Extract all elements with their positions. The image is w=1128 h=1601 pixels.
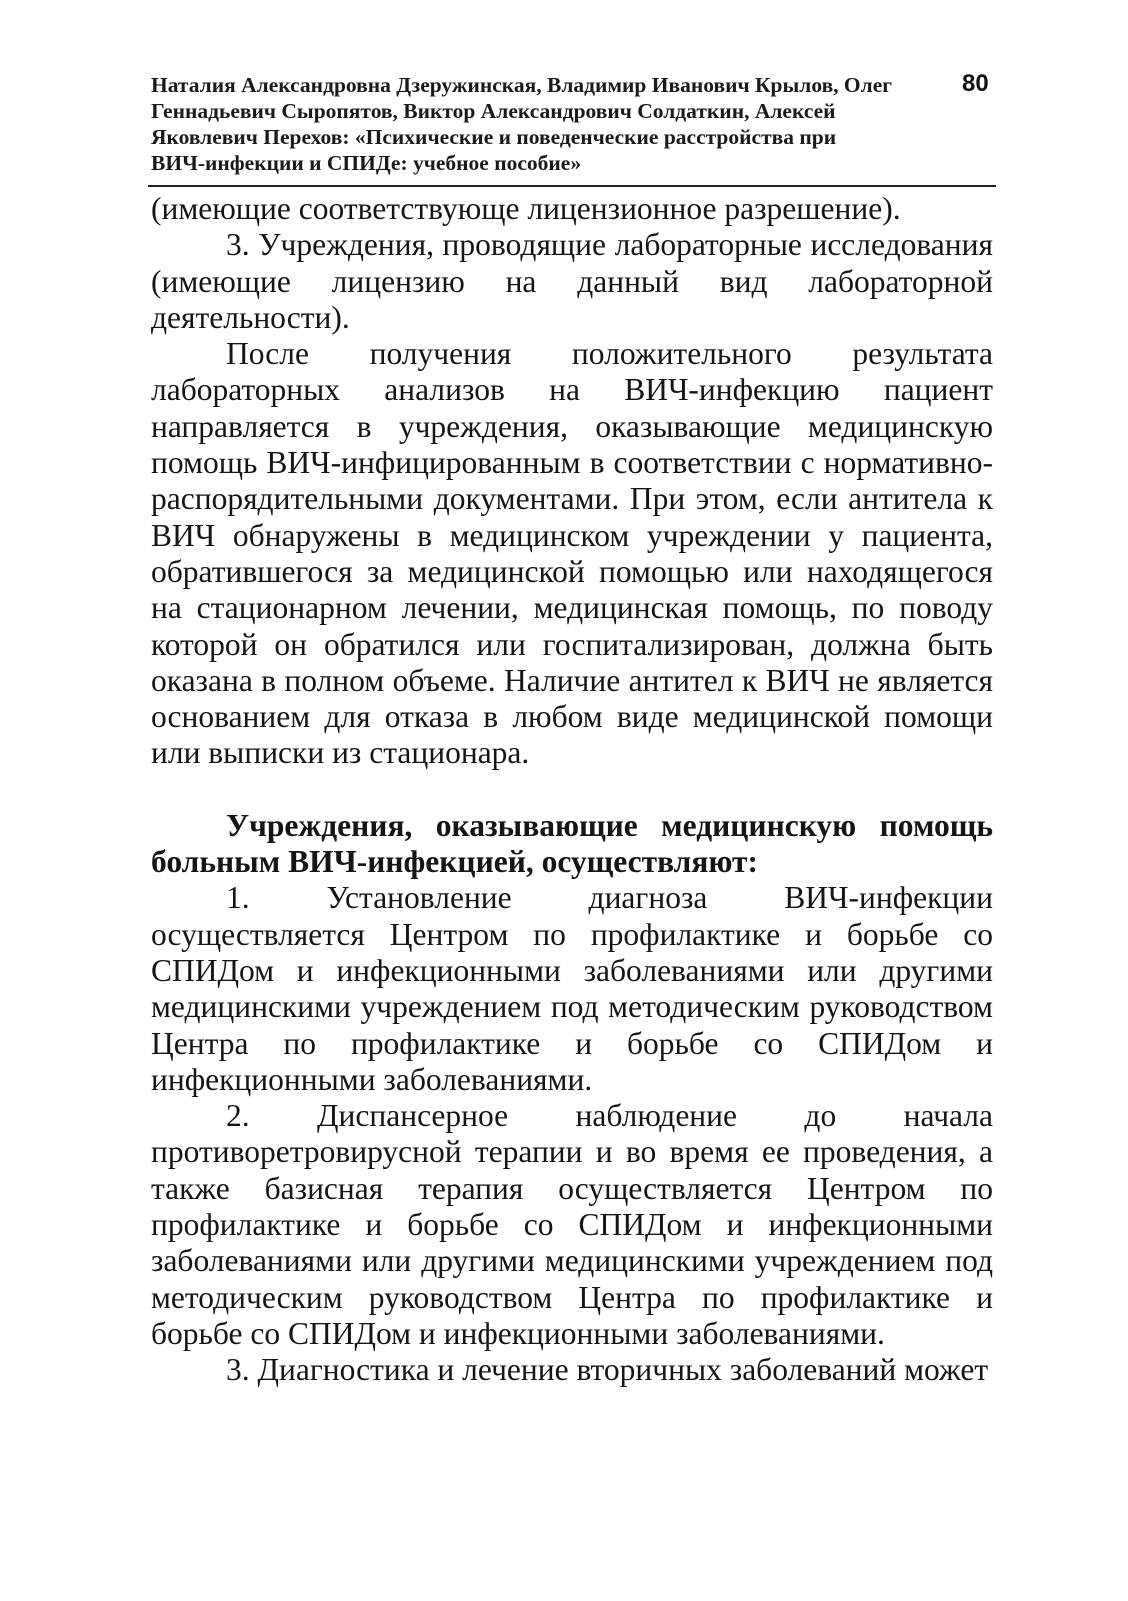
paragraph-gap (151, 772, 993, 808)
list-item-3-diagnostics: 3. Диагностика и лечение вторичных заболеваний может (226, 1352, 989, 1388)
paragraph-after-positive-result: После получения положительного результата лабораторных анализов на ВИЧ-инфекцию пациент направляется в учреждения, оказывающие медицинскую помощь ВИЧ-инфицированным в соответствии с нормативно-распорядительными документами. При этом, если антитела к ВИЧ обнаружены в медицинском учреждении у пациента, обратившегося за медицинской помощью или находящегося на стационарном лечении, медицинская помощь, по поводу которой он обратился или госпитализирован, должна быть оказана в полном объеме. Наличие антител к ВИЧ не является основанием для отказа в любом виде медицинской помощи или выписки из стационара. (151, 336, 993, 771)
list-item-1: 1. Установление диагноза ВИЧ-инфекции осуществляется Центром по профилактике и борьбе со СПИДом и инфекционными заболеваниями или другими медицинскими учреждением под методическим руководством Центра по профилактике и борьбе со СПИДом и инфекционными заболеваниями. (151, 880, 993, 1097)
page-body (151, 191, 993, 1389)
list-item-3: 3. Учреждения, проводящие лабораторные исследования (имеющие лицензию на данный вид лабораторной деятельности). (151, 227, 993, 335)
header-line: Яковлевич Перехов: «Психические и поведенческие расстройства при (151, 125, 837, 149)
running-header (151, 72, 971, 176)
paragraph-continuation: (имеющие соответствующе лицензионное разрешение). (151, 191, 901, 226)
page-number: 80 (962, 70, 989, 97)
header-line: ВИЧ-инфекции и СПИДе: учебное пособие» (151, 151, 582, 175)
header-line: Геннадьевич Сыропятов, Виктор Александрович Солдаткин, Алексей (151, 99, 836, 123)
section-heading: Учреждения, оказывающие медицинскую помощь больным ВИЧ-инфекцией, осуществляют: (151, 807, 993, 880)
header-line: Наталия Александровна Дзеружинская, Владимир Иванович Крылов, Олег (151, 73, 893, 97)
list-item-2: 2. Диспансерное наблюдение до начала противоретровирусной терапии и во время ее проведения, а также базисная терапия осуществляется Центром по профилактике и борьбе со СПИДом и инфекционными заболеваниями или другими медицинскими учреждением под методическим руководством Центра по профилактике и борьбе со СПИДом и инфекционными заболеваниями. (151, 1098, 993, 1351)
header-divider (148, 185, 996, 187)
